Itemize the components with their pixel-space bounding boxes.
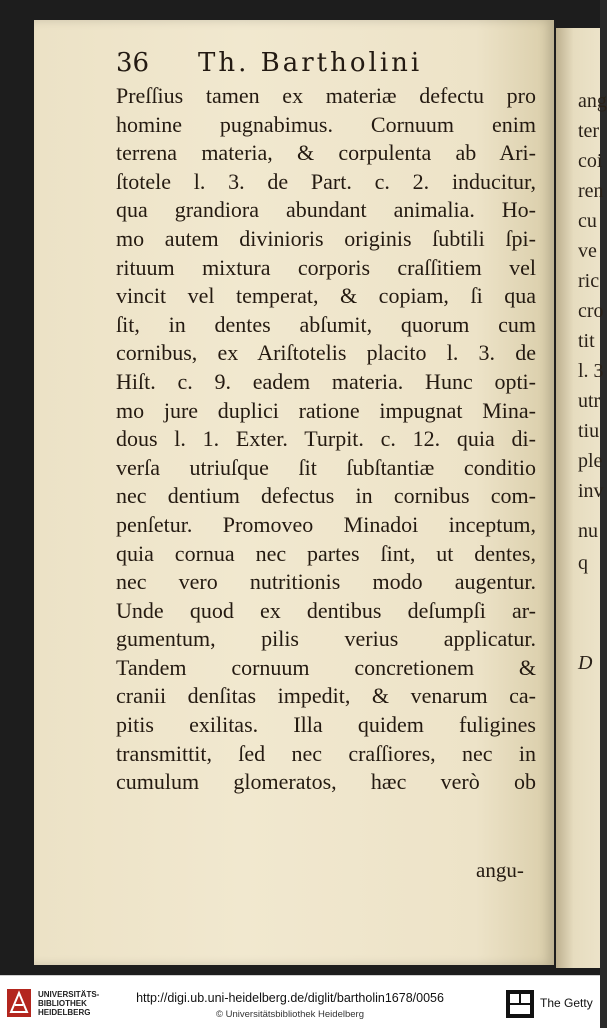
running-head: Th. Bartholini (198, 48, 423, 78)
page-number: 36 (116, 48, 150, 78)
next-page-fragment: ple (578, 450, 603, 472)
text-line: verſa utriuſque ſit ſubſtantiæ conditio (116, 454, 536, 480)
library-name: UNIVERSITÄTS- BIBLIOTHEK HEIDELBERG (38, 990, 100, 1017)
text-line: terrena materia, & corpulenta ab Ari- (116, 140, 536, 166)
next-page-fragment: tit (578, 330, 595, 352)
viewer-footer (0, 975, 600, 1028)
next-page-fragment: cu (578, 210, 597, 232)
catchword: angu- (476, 858, 524, 882)
text-line: qua grandiora abundant animalia. Ho- (116, 197, 536, 223)
text-line: cumulum glomeratos, hæc verò ob (116, 769, 536, 795)
page-header (116, 48, 516, 78)
text-line: Hiſt. c. 9. eadem materia. Hunc opti- (116, 368, 536, 394)
next-page-fragment: inv (578, 480, 604, 502)
next-page-fragment: nu (578, 520, 598, 542)
next-page-fragment: coi (578, 150, 603, 172)
next-page-fragment: cro (578, 300, 604, 322)
text-line: nec dentium defectus in cornibus com- (116, 483, 536, 509)
text-line: mo autem divinioris originis ſubtili ſpi- (116, 225, 536, 251)
text-line: penſetur. Promoveo Minadoi inceptum, (116, 511, 536, 537)
copyright-notice: © Universitätsbibliothek Heidelberg (216, 1009, 364, 1020)
text-line: gumentum, pilis verius applicatur. (116, 626, 536, 652)
text-line: cornibus, ex Ariſtotelis placito l. 3. de (116, 340, 536, 366)
text-line: vincit vel temperat, & copiam, ſi qua (116, 283, 536, 309)
text-line: cranii denſitas impedit, & venarum ca- (116, 683, 536, 709)
next-page-fragment: ang (578, 90, 607, 112)
text-line: Tandem cornuum concretionem & (116, 654, 536, 680)
text-line: mo jure duplici ratione impugnat Mina- (116, 397, 536, 423)
next-page-fragment: ren (578, 180, 604, 202)
next-page-fragment: utr (578, 390, 601, 412)
next-page-fragment: tiu (578, 420, 600, 442)
next-page-edge (556, 28, 607, 968)
text-line: Unde quod ex dentibus deſumpſi ar- (116, 597, 536, 623)
text-line: homine pugnabimus. Cornuum enim (116, 111, 536, 137)
body-text (116, 82, 536, 797)
text-line: rituum mixtura corporis craſſitiem vel (116, 254, 536, 280)
university-seal-icon (6, 988, 32, 1018)
next-page-fragment: ric (578, 270, 600, 292)
next-page-fragment: l. 3 (578, 360, 604, 382)
next-page-fragment: ve (578, 240, 597, 262)
text-line: transmittit, ſed nec craſſiores, nec in (116, 740, 536, 766)
text-line: Preſſius tamen ex materiæ defectu pro (116, 83, 536, 108)
permalink-url[interactable]: http://digi.ub.uni-heidelberg.de/diglit/bartholin1678/0056 (136, 991, 444, 1005)
text-line: dous l. 1. Exter. Turpit. c. 12. quia di- (116, 426, 536, 452)
next-page-fragment: D (578, 652, 593, 674)
next-page-fragment: ter (578, 120, 600, 142)
text-line: pitis exilitas. Illa quidem fuligines (116, 712, 536, 738)
text-line: ſtotele l. 3. de Part. c. 2. inducitur, (116, 168, 536, 194)
getty-logo-icon (506, 990, 534, 1018)
next-page-fragment: q (578, 552, 588, 574)
text-line: nec vero nutritionis modo augentur. (116, 569, 536, 595)
text-line: ſit, in dentes abſumit, quorum cum (116, 311, 536, 337)
text-line: quia cornua nec partes ſint, ut dentes, (116, 540, 536, 566)
partner-name: The Getty (540, 996, 593, 1010)
